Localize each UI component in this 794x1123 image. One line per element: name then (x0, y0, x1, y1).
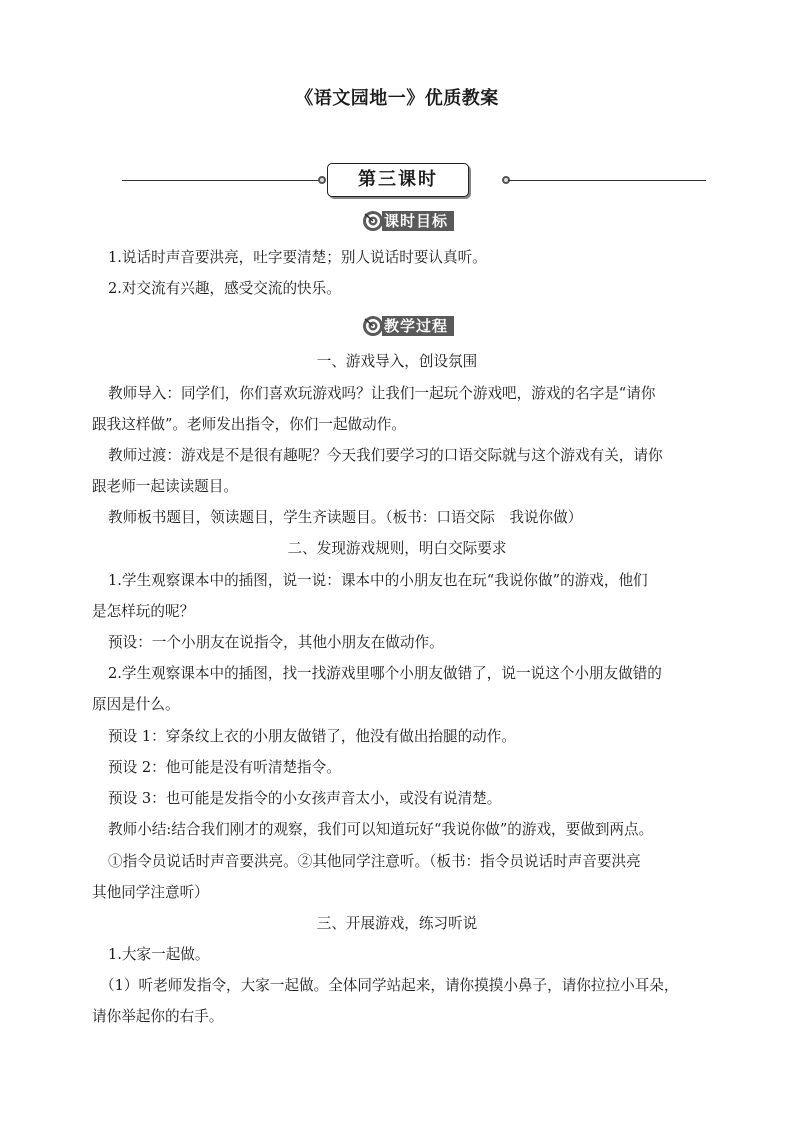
part1-heading: 一、游戏导入，创设氛围 (316, 353, 478, 370)
divider-left (122, 180, 322, 181)
section-tag-goals (362, 210, 454, 232)
paragraph-line: 请你举起你的右手。 (92, 1008, 224, 1025)
paragraph-line: 教师过渡：游戏是不是很有趣呢？今天我们要学习的口语交际就与这个游戏有关，请你 (108, 447, 663, 464)
goal-item: 2.对交流有兴趣，感受交流的快乐。 (108, 280, 341, 297)
paragraph-line: 1.学生观察课本中的插图，说一说：课本中的小朋友也在玩“我说你做”的游戏，他们 (108, 572, 648, 589)
paragraph-line: ①指令员说话时声音要洪亮。②其他同学注意听。（板书：指令员说话时声音要洪亮 (108, 853, 641, 870)
paragraph-line: 是怎样玩的呢？ (92, 603, 195, 620)
paragraph-line: 预设 3：也可能是发指令的小女孩声音太小，或没有说清楚。 (108, 790, 502, 807)
paragraph-line: （1）听老师发指令，大家一起做。全体同学站起来，请你摸摸小鼻子，请你拉拉小耳朵， (100, 977, 679, 994)
goal-item: 1.说话时声音要洪亮，吐字要清楚；别人说话时要认真听。 (108, 249, 487, 266)
paragraph-line: 教师板书题目，领读题目，学生齐读题目。（板书：口语交际 我说你做） (108, 509, 583, 526)
divider-right (508, 180, 706, 181)
target-icon (362, 315, 384, 337)
paragraph-line: 跟我这样做”。老师发出指令，你们一起做动作。 (92, 416, 406, 433)
paragraph-line: 教师小结:结合我们刚才的观察，我们可以知道玩好“我说你做”的游戏，要做到两点。 (108, 821, 654, 838)
document-title: 《语文园地一》优质教案 (295, 88, 499, 109)
lesson-title-box: 第三课时 (327, 163, 469, 197)
section-tag-process (362, 315, 454, 337)
divider-dot-left (318, 176, 326, 184)
paragraph-line: 2.学生观察课本中的插图，找一找游戏里哪个小朋友做错了，说一说这个小朋友做错的 (108, 665, 662, 682)
section-tag-label: 教学过程 (382, 316, 454, 336)
paragraph-line: 预设 1：穿条纹上衣的小朋友做错了，他没有做出抬腿的动作。 (108, 728, 516, 745)
paragraph-line: 预设 2：他可能是没有听清楚指令。 (108, 759, 341, 776)
paragraph-line: 教师导入：同学们，你们喜欢玩游戏吗？让我们一起玩个游戏吧，游戏的名字是“请你 (108, 385, 656, 402)
paragraph-line: 原因是什么。 (92, 696, 180, 713)
paragraph-line: 1.大家一起做。 (108, 946, 210, 963)
section-tag-label: 课时目标 (382, 211, 454, 231)
paragraph-line: 其他同学注意听） (92, 884, 209, 901)
paragraph-line: 跟老师一起读读题目。 (92, 478, 238, 495)
part3-heading: 三、开展游戏，练习听说 (316, 915, 478, 932)
paragraph-line: 预设：一个小朋友在说指令，其他小朋友在做动作。 (108, 634, 444, 651)
part2-heading: 二、发现游戏规则，明白交际要求 (287, 540, 507, 557)
target-icon (362, 210, 384, 232)
